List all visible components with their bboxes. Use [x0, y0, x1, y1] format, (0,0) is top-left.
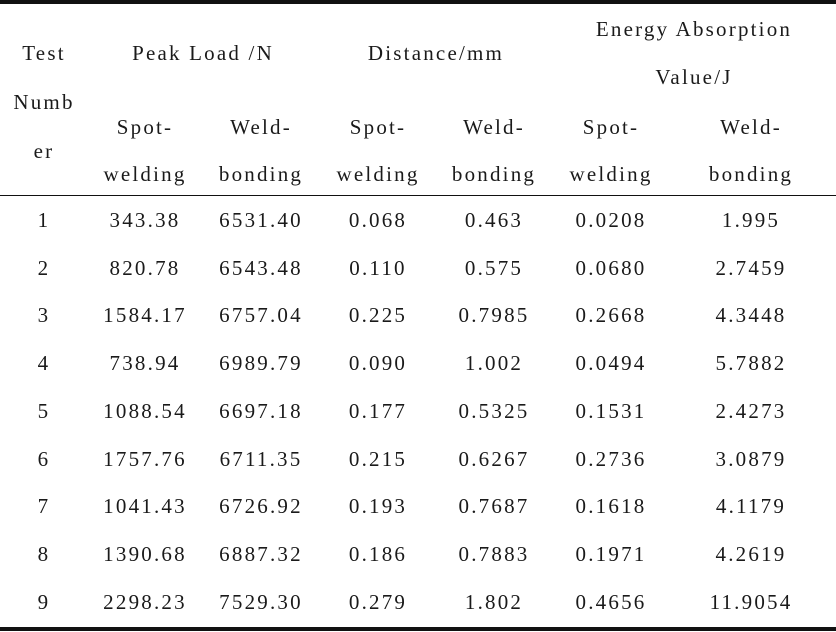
cell-weld-bonding-distance: 0.7687 — [458, 494, 530, 518]
cell-test-number: 2 — [37, 256, 51, 280]
table-header-rule — [0, 195, 836, 196]
subheader-weld-bonding-energy-2: bonding — [708, 162, 794, 186]
table-top-rule — [0, 0, 836, 4]
cell-weld-bonding-load: 6531.40 — [219, 208, 303, 232]
subheader-weld-bonding-distance-2: bonding — [451, 162, 537, 186]
cell-weld-bonding-distance: 1.802 — [464, 590, 524, 614]
header-test-number-line-2: Numb — [13, 90, 75, 114]
cell-weld-bonding-energy: 5.7882 — [715, 351, 787, 375]
cell-weld-bonding-energy: 4.1179 — [715, 494, 787, 518]
cell-weld-bonding-load: 6711.35 — [219, 447, 303, 471]
cell-test-number: 6 — [37, 447, 51, 471]
header-peak-load: Peak Load /N — [132, 41, 274, 65]
cell-weld-bonding-load: 6757.04 — [219, 303, 303, 327]
subheader-spot-welding-distance-1: Spot- — [349, 115, 407, 139]
cell-weld-bonding-load: 6989.79 — [219, 351, 303, 375]
cell-weld-bonding-energy: 3.0879 — [715, 447, 787, 471]
cell-weld-bonding-distance: 0.7883 — [458, 542, 530, 566]
cell-spot-welding-load: 738.94 — [109, 351, 181, 375]
cell-spot-welding-energy: 0.0208 — [575, 208, 647, 232]
header-distance: Distance/mm — [367, 41, 505, 65]
cell-weld-bonding-energy: 1.995 — [721, 208, 781, 232]
cell-spot-welding-load: 1041.43 — [103, 494, 187, 518]
cell-spot-welding-distance: 0.068 — [348, 208, 408, 232]
cell-spot-welding-distance: 0.090 — [348, 351, 408, 375]
header-energy-line-1: Energy Absorption — [595, 17, 793, 41]
subheader-spot-welding-load-2: welding — [103, 162, 187, 186]
cell-spot-welding-energy: 0.0680 — [575, 256, 647, 280]
cell-spot-welding-distance: 0.177 — [348, 399, 408, 423]
cell-spot-welding-load: 1088.54 — [103, 399, 187, 423]
cell-weld-bonding-load: 7529.30 — [219, 590, 303, 614]
header-test-number-line-1: Test — [22, 41, 66, 65]
cell-spot-welding-energy: 0.1971 — [575, 542, 647, 566]
cell-spot-welding-distance: 0.110 — [349, 256, 407, 280]
cell-weld-bonding-distance: 0.463 — [464, 208, 524, 232]
subheader-weld-bonding-distance-1: Weld- — [463, 115, 525, 139]
cell-spot-welding-energy: 0.1618 — [575, 494, 647, 518]
cell-weld-bonding-distance: 0.575 — [464, 256, 524, 280]
subheader-spot-welding-energy-2: welding — [569, 162, 653, 186]
cell-test-number: 3 — [37, 303, 51, 327]
cell-weld-bonding-energy: 11.9054 — [709, 590, 793, 614]
cell-spot-welding-load: 2298.23 — [103, 590, 187, 614]
cell-test-number: 7 — [37, 494, 51, 518]
cell-spot-welding-distance: 0.225 — [348, 303, 408, 327]
cell-weld-bonding-energy: 4.2619 — [715, 542, 787, 566]
cell-spot-welding-distance: 0.279 — [348, 590, 408, 614]
subheader-weld-bonding-load-1: Weld- — [230, 115, 292, 139]
cell-test-number: 5 — [37, 399, 51, 423]
cell-weld-bonding-energy: 2.7459 — [715, 256, 787, 280]
subheader-spot-welding-energy-1: Spot- — [582, 115, 640, 139]
cell-spot-welding-energy: 0.2736 — [575, 447, 647, 471]
cell-weld-bonding-load: 6697.18 — [219, 399, 303, 423]
cell-spot-welding-load: 343.38 — [109, 208, 181, 232]
cell-weld-bonding-energy: 2.4273 — [715, 399, 787, 423]
cell-weld-bonding-distance: 0.5325 — [458, 399, 530, 423]
subheader-weld-bonding-load-2: bonding — [218, 162, 304, 186]
table-bottom-rule — [0, 627, 836, 631]
cell-test-number: 8 — [37, 542, 51, 566]
cell-spot-welding-energy: 0.2668 — [575, 303, 647, 327]
cell-weld-bonding-load: 6887.32 — [219, 542, 303, 566]
cell-weld-bonding-distance: 0.6267 — [458, 447, 530, 471]
subheader-weld-bonding-energy-1: Weld- — [720, 115, 782, 139]
header-energy-line-2: Value/J — [655, 65, 733, 89]
cell-spot-welding-distance: 0.193 — [348, 494, 408, 518]
cell-weld-bonding-distance: 0.7985 — [458, 303, 530, 327]
cell-spot-welding-distance: 0.215 — [348, 447, 408, 471]
cell-spot-welding-load: 820.78 — [109, 256, 181, 280]
cell-test-number: 9 — [37, 590, 51, 614]
cell-weld-bonding-load: 6543.48 — [219, 256, 303, 280]
cell-spot-welding-distance: 0.186 — [348, 542, 408, 566]
cell-test-number: 1 — [37, 208, 51, 232]
cell-spot-welding-energy: 0.4656 — [575, 590, 647, 614]
cell-spot-welding-energy: 0.1531 — [575, 399, 647, 423]
subheader-spot-welding-load-1: Spot- — [116, 115, 174, 139]
cell-weld-bonding-energy: 4.3448 — [715, 303, 787, 327]
header-test-number-line-3: er — [33, 139, 55, 163]
cell-spot-welding-load: 1757.76 — [103, 447, 187, 471]
cell-spot-welding-energy: 0.0494 — [575, 351, 647, 375]
cell-spot-welding-load: 1390.68 — [103, 542, 187, 566]
cell-weld-bonding-load: 6726.92 — [219, 494, 303, 518]
subheader-spot-welding-distance-2: welding — [336, 162, 420, 186]
cell-test-number: 4 — [37, 351, 51, 375]
cell-spot-welding-load: 1584.17 — [103, 303, 187, 327]
cell-weld-bonding-distance: 1.002 — [464, 351, 524, 375]
